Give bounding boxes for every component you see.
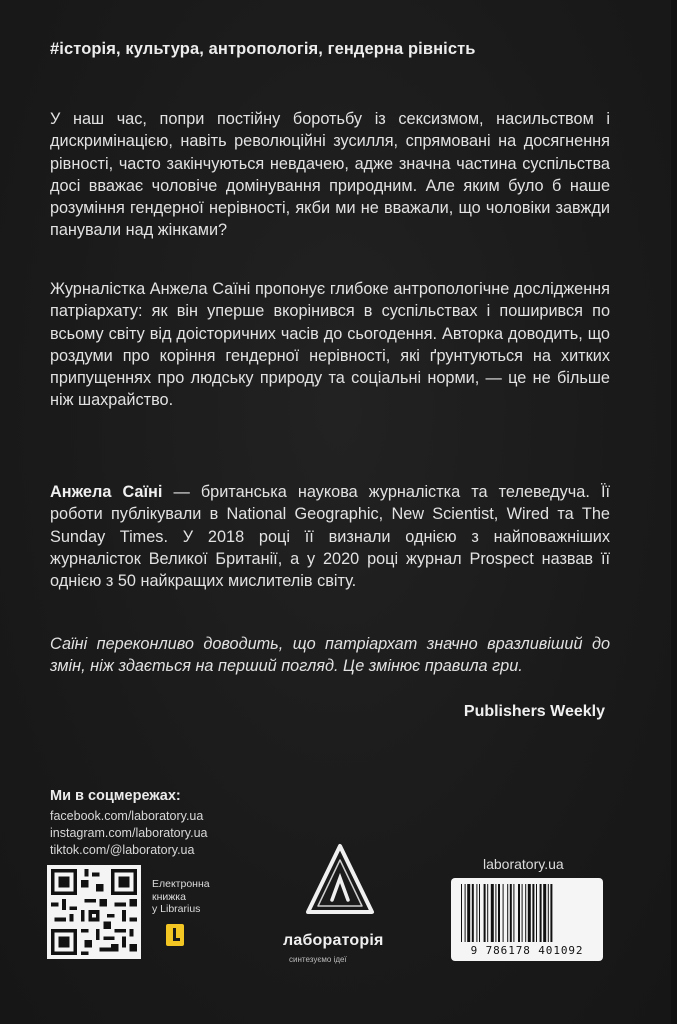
barcode-bar xyxy=(510,884,512,942)
barcode-bar xyxy=(491,884,494,942)
social-link-facebook[interactable]: facebook.com/laboratory.ua xyxy=(50,809,204,823)
ebook-line-3: у Librarius xyxy=(152,903,201,915)
barcode-bar xyxy=(498,884,500,942)
barcode-bar xyxy=(487,884,488,942)
barcode-bar xyxy=(522,884,523,942)
barcode-bar xyxy=(479,884,480,942)
description-paragraph-2: Журналістка Анжела Саїні пропонує глибоке антропологічне дослідження патріархату: як він уперше вкорінився в суспільствах і поширився по всьому світу від доісторичних часів до сьогодення. Авторка доводить, що роздуми про коріння гендерної нерівності, які ґрунтуються на хитких припущеннях про людську природу та соціальні норми, — це не більше ніж шахрайство. xyxy=(50,280,610,410)
barcode-bar xyxy=(540,884,542,942)
author-bio-text: — британська наукова журналістка та телеведуча. Її роботи публікували в National Geographic, New Scientist, Wired та The Sunday Times. У 2018 році її визнали однією з найповажніших журналісток Великої Британії, а у 2020 році журнал Prospect назвав її однією з 50 найкращих мислителів світу. xyxy=(50,483,610,591)
barcode-bar xyxy=(536,884,537,942)
ebook-label xyxy=(152,878,210,916)
ebook-line-2: книжка xyxy=(152,890,186,903)
topic-tags: #історія, культура, антропологія, гендерна рівність xyxy=(50,40,476,58)
barcode-bar xyxy=(543,884,546,942)
qr-code-icon[interactable] xyxy=(47,865,141,959)
barcode-bar xyxy=(461,884,462,942)
publisher-name: лабораторія xyxy=(283,932,384,949)
barcode-bar xyxy=(528,884,531,942)
isbn-barcode xyxy=(451,878,603,961)
barcode-bar xyxy=(532,884,534,942)
ebook-line-1: Електронна xyxy=(152,878,210,890)
barcode-bar xyxy=(484,884,486,942)
barcode-bar xyxy=(495,884,496,942)
barcode-bar xyxy=(507,884,508,942)
librarius-logo-icon xyxy=(166,924,184,946)
barcode-bar xyxy=(525,884,526,942)
publisher-logo-graphic xyxy=(304,842,376,920)
barcode-bars xyxy=(461,884,593,942)
barcode-bar xyxy=(472,884,474,942)
review-source: Publishers Weekly xyxy=(463,703,605,720)
barcode-bar xyxy=(518,884,520,942)
barcode-bar xyxy=(548,884,549,942)
qr-code-graphic xyxy=(47,865,141,959)
barcode-bar xyxy=(465,884,466,942)
description-paragraph-1: У наш час, попри постійну боротьбу із сексизмом, насильством і дискримінацією, навіть революційні зусилля, спрямовані на досягнення рівності, часто закінчуються невдачею, адже значна частина суспільства досі вважає чоловіче домінування природним. Але яким було б наше розуміння гендерної нерівності, якби ми не вважали, що чоловіки завжди панували над жінками? xyxy=(50,110,610,240)
barcode-bar xyxy=(467,884,470,942)
publisher-logo-icon xyxy=(304,842,376,920)
social-link-instagram[interactable]: instagram.com/laboratory.ua xyxy=(50,826,208,840)
spine-edge xyxy=(671,0,677,1024)
publisher-slogan: синтезуємо ідеї xyxy=(289,955,347,964)
barcode-bar xyxy=(513,884,514,942)
publisher-site-link[interactable]: laboratory.ua xyxy=(483,856,564,872)
social-link-tiktok[interactable]: tiktok.com/@laboratory.ua xyxy=(50,843,195,857)
barcode-bar xyxy=(503,884,504,942)
author-name: Анжела Саїні xyxy=(50,483,163,501)
review-quote: Саїні переконливо доводить, що патріархат значно вразливіший до змін, ніж здається на перший погляд. Це змінює правила гри. xyxy=(50,635,610,676)
isbn-number: 9 786178 401092 xyxy=(470,944,584,957)
barcode-bar xyxy=(476,884,477,942)
social-title: Ми в соцмережах: xyxy=(50,788,181,804)
barcode-bar xyxy=(550,884,552,942)
author-bio xyxy=(50,481,610,592)
